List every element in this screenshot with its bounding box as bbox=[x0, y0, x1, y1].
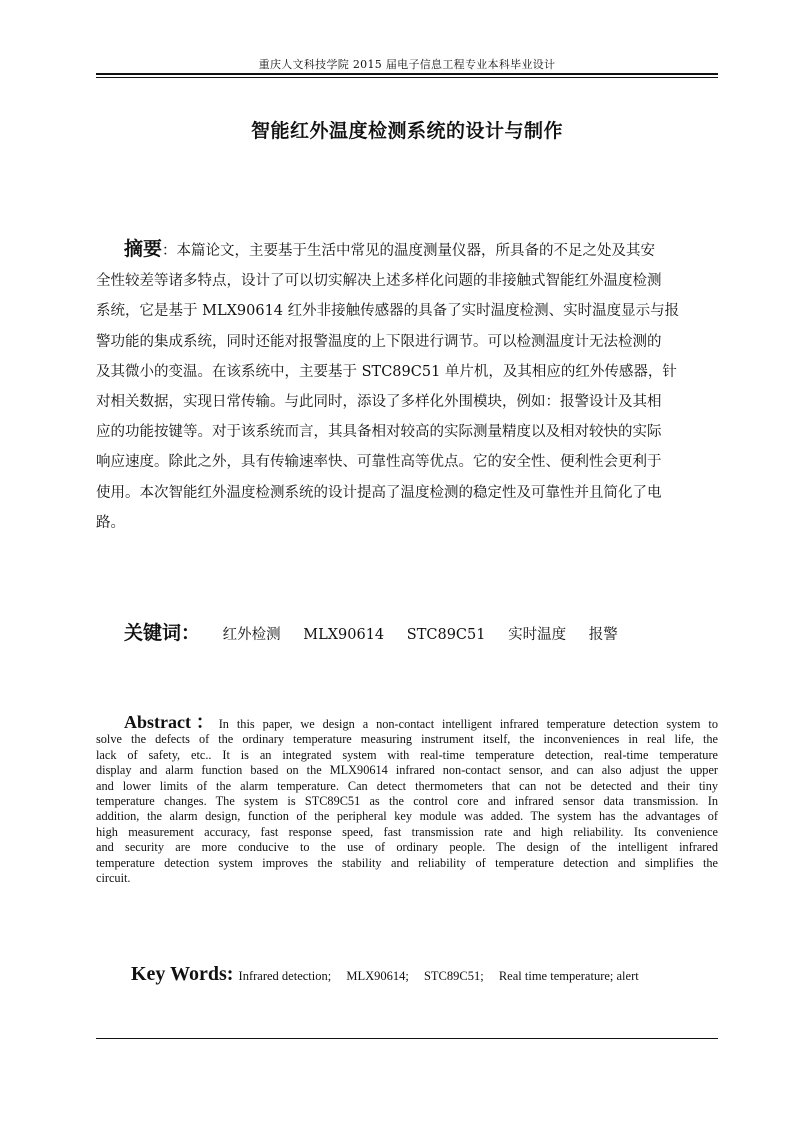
footer-rule bbox=[96, 1038, 718, 1039]
abstract-en-label: Abstract bbox=[124, 712, 191, 732]
abstract-en-line: addition, the alarm design, function of the peripheral key module was added. The system has the advantages of bbox=[96, 809, 718, 824]
abstract-cn-line: 警功能的集成系统，同时还能对报警温度的上下限进行调节。可以检测温度计无法检测的 bbox=[96, 333, 662, 350]
abstract-en-line: and security are more conducive to the use of ordinary people. The design of the intelligent infrared bbox=[96, 840, 718, 855]
abstract-cn-colon: ： bbox=[162, 243, 177, 259]
abstract-en-line: lack of safety, etc.. It is an integrated system with real-time temperature detection, real-time temperature bbox=[96, 747, 718, 762]
abstract-cn-line: 系统，它是基于 MLX90614 红外非接触传感器的具备了实时温度检测、实时温度显示与报 bbox=[96, 303, 680, 320]
abstract-cn-line: 及其微小的变温。在该系统中，主要基于 STC89C51 单片机，及其相应的红外传感器，针 bbox=[96, 363, 677, 380]
keywords-en bbox=[131, 963, 649, 986]
abstract-en-line: temperature changes. The system is STC89C51 as the control core and infrared sensor data transmission. In bbox=[96, 794, 718, 809]
running-header: 重庆人文科技学院 2015 届电子信息工程专业本科毕业设计 bbox=[258, 58, 556, 71]
keyword-cn: STC89C51 bbox=[406, 627, 486, 643]
paper-title: 智能红外温度检测系统的设计与制作 bbox=[250, 120, 563, 142]
keywords-cn bbox=[124, 618, 618, 645]
keyword-cn: 实时温度 bbox=[508, 627, 567, 643]
keyword-cn: 红外检测 bbox=[222, 627, 281, 643]
abstract-en-line: and lower limits of the alarm temperature. Can detect thermometers that can not be detected and their tiny bbox=[96, 778, 718, 793]
keyword-en: STC89C51; bbox=[423, 969, 484, 983]
abstract-cn-line: 应的功能按键等。对于该系统而言，其具备相对较高的实际测量精度以及相对较快的实际 bbox=[96, 424, 662, 441]
abstract-cn-line: 使用。本次智能红外温度检测系统的设计提高了温度检测的稳定性及可靠性并且简化了电 bbox=[96, 484, 662, 501]
header-rule-thin bbox=[96, 77, 718, 78]
keyword-en: MLX90614; bbox=[346, 969, 409, 983]
abstract-cn bbox=[96, 234, 720, 538]
abstract-cn-line: 全性较差等诸多特点，设计了可以切实解决上述多样化问题的非接触式智能红外温度检测 bbox=[96, 273, 662, 290]
abstract-en-line: high measurement accuracy, fast response speed, fast transmission rate and high reliability. Its convenience bbox=[96, 824, 718, 839]
abstract-en-colon: ： bbox=[190, 712, 219, 732]
keyword-en: Infrared detection; bbox=[238, 969, 332, 983]
abstract-en-line-text: In this paper, we design a non-contact intelligent infrared temperature detection system to bbox=[218, 717, 718, 731]
abstract-en-line: display and alarm function based on the MLX90614 infrared non-contact sensor, and can also adjust the upper bbox=[96, 763, 718, 778]
keywords-cn-label: 关键词： bbox=[124, 622, 201, 644]
keywords-en-label: Key Words: bbox=[131, 963, 234, 985]
abstract-en-line: circuit. bbox=[96, 871, 131, 886]
abstract-cn-line: 响应速度。除此之外，具有传输速率快、可靠性高等优点。它的安全性、便利性会更利于 bbox=[96, 454, 662, 471]
keyword-cn: MLX90614 bbox=[303, 627, 385, 643]
keyword-cn: 报警 bbox=[588, 627, 618, 643]
abstract-cn-label: 摘要 bbox=[124, 238, 163, 260]
abstract-en-line: temperature detection system improves the stability and reliability of temperature detection and simplifies the bbox=[96, 855, 718, 870]
abstract-en bbox=[96, 712, 718, 886]
abstract-cn-line: 对相关数据，实现日常传输。与此同时，添设了多样化外围模块，例如：报警设计及其相 bbox=[96, 394, 662, 411]
keyword-en: Real time temperature; alert bbox=[498, 969, 639, 983]
header-rule-thick bbox=[96, 73, 718, 75]
abstract-en-line bbox=[96, 712, 718, 732]
abstract-cn-line-text: 本篇论文，主要基于生活中常见的温度测量仪器，所具备的不足之处及其安 bbox=[176, 243, 656, 259]
abstract-en-line: solve the defects of the ordinary temperature measuring instrument itself, the inconveniences in real life, the bbox=[96, 732, 718, 747]
abstract-cn-line: 路。 bbox=[96, 514, 125, 531]
abstract-cn-line bbox=[96, 234, 720, 266]
